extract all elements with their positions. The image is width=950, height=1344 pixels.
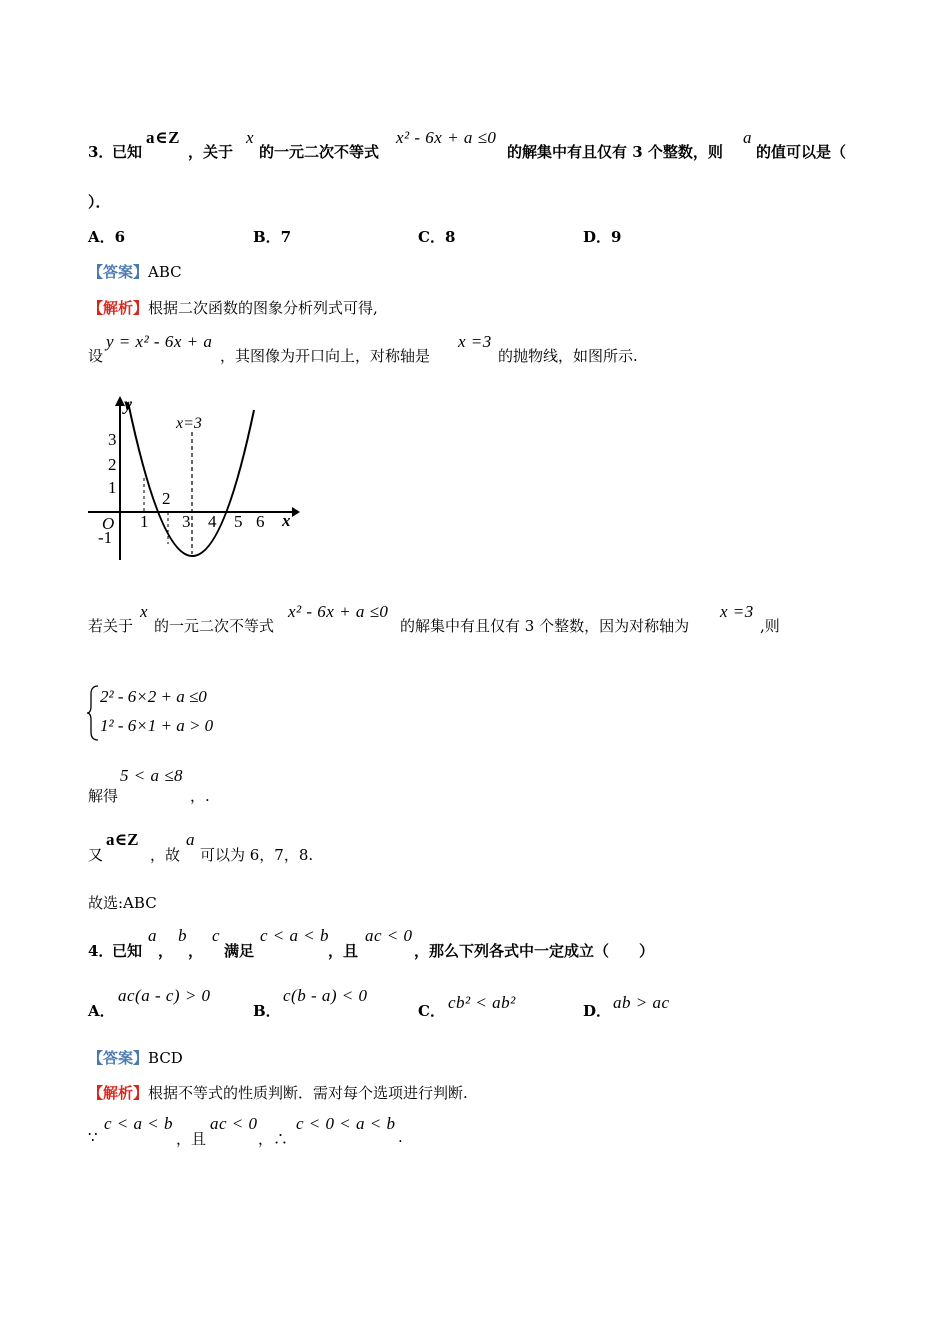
q4-option-b-label: B． [253, 1002, 281, 1020]
graph-axis-note: x=3 [176, 415, 202, 432]
graph-y-tick-1: 1 [108, 478, 117, 497]
q3-set-equation: y = x² - 6x + a [106, 332, 213, 351]
q4-since-math-2: ac < 0 [210, 1114, 258, 1133]
graph-x-label: x [282, 511, 291, 530]
q3-option-c: C．8 [418, 228, 456, 246]
q3-option-d: D．9 [583, 228, 622, 246]
q3-if-x: x [140, 602, 149, 621]
q3-analysis-tag: 【解析】 [88, 299, 149, 317]
q3-also-line [88, 828, 488, 864]
graph-y-label: y [124, 394, 132, 414]
q4-end: . [398, 1128, 403, 1146]
q3-text-2: ，关于 [188, 143, 234, 161]
graph-y-tick-2: 2 [108, 455, 117, 474]
q3-if-end: ,则 [760, 617, 780, 635]
q3-set-mid: ，其图像为开口向上，对称轴是 [220, 347, 431, 365]
q3-math-a-in-z: a∈Z [146, 128, 180, 147]
graph-x-tick-5: 5 [234, 512, 243, 531]
q4-answer-tag: 【答案】 [88, 1049, 149, 1067]
q3-text-4: 的解集中有且仅有 3 个整数，则 [507, 143, 723, 161]
system-line-1: 2² - 6×2 + a ≤0 [100, 687, 207, 706]
q4-comma-2: ， [188, 942, 204, 960]
q4-option-b-expr: c(b - a) < 0 [283, 986, 368, 1005]
q3-if-mid: 的一元二次不等式 [154, 617, 275, 635]
q4-analysis-tag: 【解析】 [88, 1084, 149, 1102]
parabola-graph [84, 384, 324, 570]
q4-therefore-math: c < 0 < a < b [296, 1114, 396, 1133]
q4-text-4: ，那么下列各式中一定成立（ ） [414, 942, 655, 960]
q4-since-and: ，且 [176, 1130, 207, 1148]
q4-option-a-expr: ac(a - c) > 0 [118, 986, 211, 1005]
q4-since-symbol: ∵ [88, 1128, 98, 1146]
system-brace [86, 684, 100, 742]
q3-also-post: 可以为 6，7，8. [200, 846, 314, 864]
q4-math-1: c < a < b [260, 926, 329, 945]
q3-set-axis: x =3 [458, 332, 492, 351]
q3-set-post: 的抛物线，如图所示. [498, 347, 638, 365]
q4-option-d-expr: ab > ac [613, 993, 670, 1012]
q4-text-2: 满足 [224, 942, 255, 960]
x-axis-arrow [292, 507, 300, 517]
q3-also-mid: ，故 [150, 846, 181, 864]
q3-if-axis: x =3 [720, 602, 754, 621]
q3-math-a: a [743, 128, 752, 147]
q4-var-c: c [212, 926, 221, 945]
q3-analysis-line [88, 297, 378, 318]
q3-answer: ABC [148, 263, 182, 281]
q3-option-b: B．7 [253, 228, 292, 246]
graph-origin-label: O [102, 514, 115, 533]
q4-text-3: ，且 [328, 942, 359, 960]
graph-point-2-label: 2 [162, 489, 171, 508]
q3-also-pre: 又 [88, 846, 104, 864]
q4-text-1: 已知 [112, 942, 143, 960]
q3-set-line [88, 330, 788, 366]
q4-option-c-expr: cb² < ab² [448, 993, 516, 1012]
q4-therefore: ，∴ [258, 1130, 289, 1148]
q3-text-3: 的一元二次不等式 [259, 143, 380, 161]
system-line-2: 1² - 6×1 + a > 0 [100, 716, 214, 735]
q4-stem-line [88, 924, 808, 960]
q4-option-c-label: C． [418, 1002, 445, 1020]
graph-x-tick-1: 1 [140, 512, 149, 531]
q4-answer-line [88, 1047, 183, 1068]
q3-text-5: 的值可以是（ [756, 143, 847, 161]
q4-var-a: a [148, 926, 157, 945]
graph-x-tick-3: 3 [182, 512, 191, 531]
q3-solve-inequality: 5 < a ≤8 [120, 766, 184, 785]
q3-set-pre: 设 [88, 347, 104, 365]
q3-answer-tag: 【答案】 [88, 263, 149, 281]
q4-comma-1: ， [158, 942, 174, 960]
q3-solve-pre: 解得 [88, 787, 119, 805]
q4-option-a-label: A． [88, 1002, 115, 1020]
q3-also-math: a∈Z [106, 830, 139, 849]
graph-x-tick-4: 4 [208, 512, 217, 531]
q3-solve-post: ，. [190, 787, 210, 805]
q3-math-x: x [246, 128, 255, 147]
q3-also-a: a [186, 830, 195, 849]
graph-y-tick-neg1: -1 [98, 528, 113, 547]
graph-y-tick-3: 3 [108, 430, 117, 449]
q3-analysis: 根据二次函数的图象分析列式可得, [148, 299, 378, 317]
q3-if-post: 的解集中有且仅有 3 个整数，因为对称轴为 [400, 617, 690, 635]
q4-math-2: ac < 0 [365, 926, 413, 945]
q3-if-pre: 若关于 [88, 617, 134, 635]
q4-analysis: 根据不等式的性质判断．需对每个选项进行判断. [148, 1084, 468, 1102]
q3-text-6: ）． [88, 193, 111, 211]
q4-var-b: b [178, 926, 187, 945]
q4-since-line [88, 1112, 508, 1148]
q4-option-d-label: D． [583, 1002, 612, 1020]
q4-number: 4． [88, 942, 114, 960]
q4-since-math-1: c < a < b [104, 1114, 173, 1133]
q3-if-line [88, 600, 808, 636]
graph-x-tick-6: 6 [256, 512, 265, 531]
q3-answer-line [88, 261, 182, 282]
q3-stem-line [88, 126, 868, 166]
q3-text-1: 已知 [112, 143, 143, 161]
q3-if-inequality: x² - 6x + a ≤0 [288, 602, 389, 621]
q3-math-inequality: x² - 6x + a ≤0 [396, 128, 497, 147]
q4-answer: BCD [148, 1049, 183, 1067]
q4-analysis-line [88, 1082, 468, 1103]
q3-option-a: A．6 [88, 228, 126, 246]
q3-choose: 故选:ABC [88, 894, 157, 912]
q3-number: 3． [88, 143, 114, 161]
